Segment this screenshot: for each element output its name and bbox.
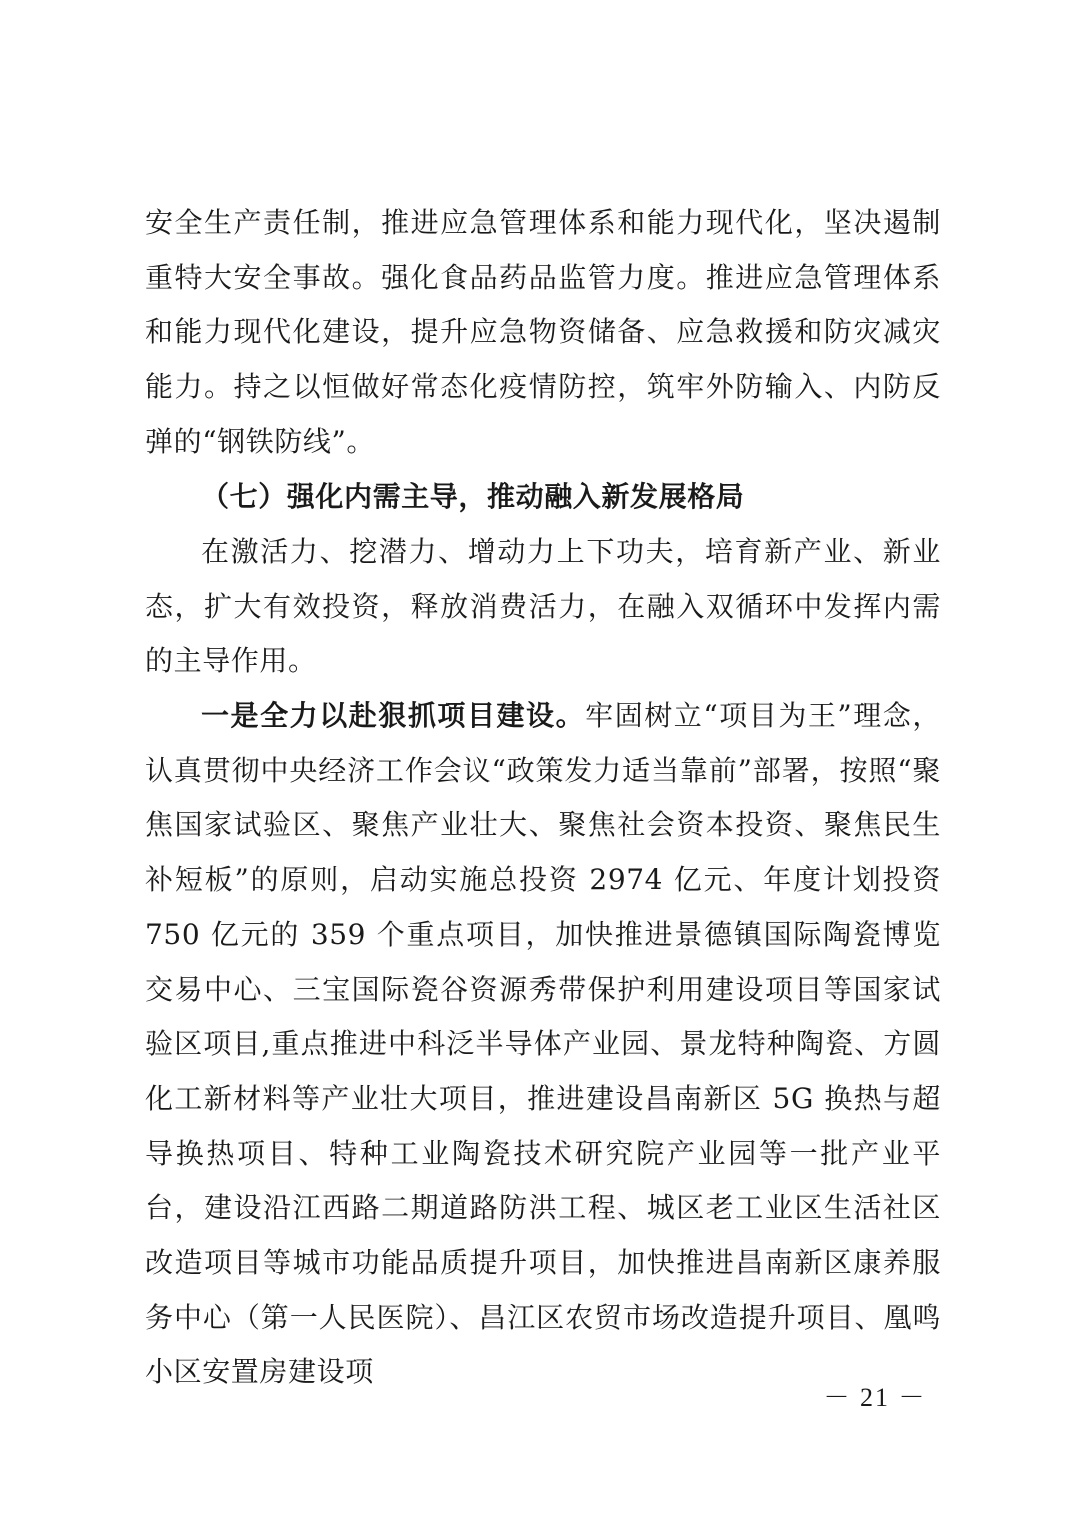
paragraph-lead: 一是全力以赴狠抓项目建设。 [201,699,586,732]
page-number: － 21 － [823,1383,927,1412]
paragraph-body: 牢固树立“项目为王”理念，认真贯彻中央经济工作会议“政策发力适当靠前”部署，按照“聚焦国家试验区、聚焦产业壮大、聚焦社会资本投资、聚焦民生补短板”的原则，启动实施总投资 2974 亿元、年度计划投资 750 亿元的 359 个重点项目，加快推进景德镇国际陶瓷博览交易中心、三宝国际瓷谷资源秀带保护利用建设项目等国家试验区项目,重点推进中科泛半导体产业园、景龙特种陶瓷、方圆化工新材料等产业壮大项目，推进建设昌南新区 5G 换热与超导换热项目、特种工业陶瓷技术研究院产业园等一批产业平台，建设沿江西路二期道路防洪工程、城区老工业区生活社区改造项目等城市功能品质提升项目，加快推进昌南新区康养服务中心（第一人民医院）、昌江区农贸市场改造提升项目、凰鸣小区安置房建设项 [145,699,941,1389]
paragraph-safety: 安全生产责任制，推进应急管理体系和能力现代化，坚决遏制重特大安全事故。强化食品药品监管力度。推进应急管理体系和能力现代化建设，提升应急物资储备、应急救援和防灾减灾能力。持之以恒做好常态化疫情防控，筑牢外防输入、内防反弹的“钢铁防线”。 [145,206,941,458]
section-heading: （七）强化内需主导，推动融入新发展格局 [201,480,745,513]
paragraph-projects [145,689,941,1400]
paragraph-domestic-demand: 在激活力、挖潜力、增动力上下功夫，培育新产业、新业态，扩大有效投资，释放消费活力，在融入双循环中发挥内需的主导作用。 [145,535,941,678]
